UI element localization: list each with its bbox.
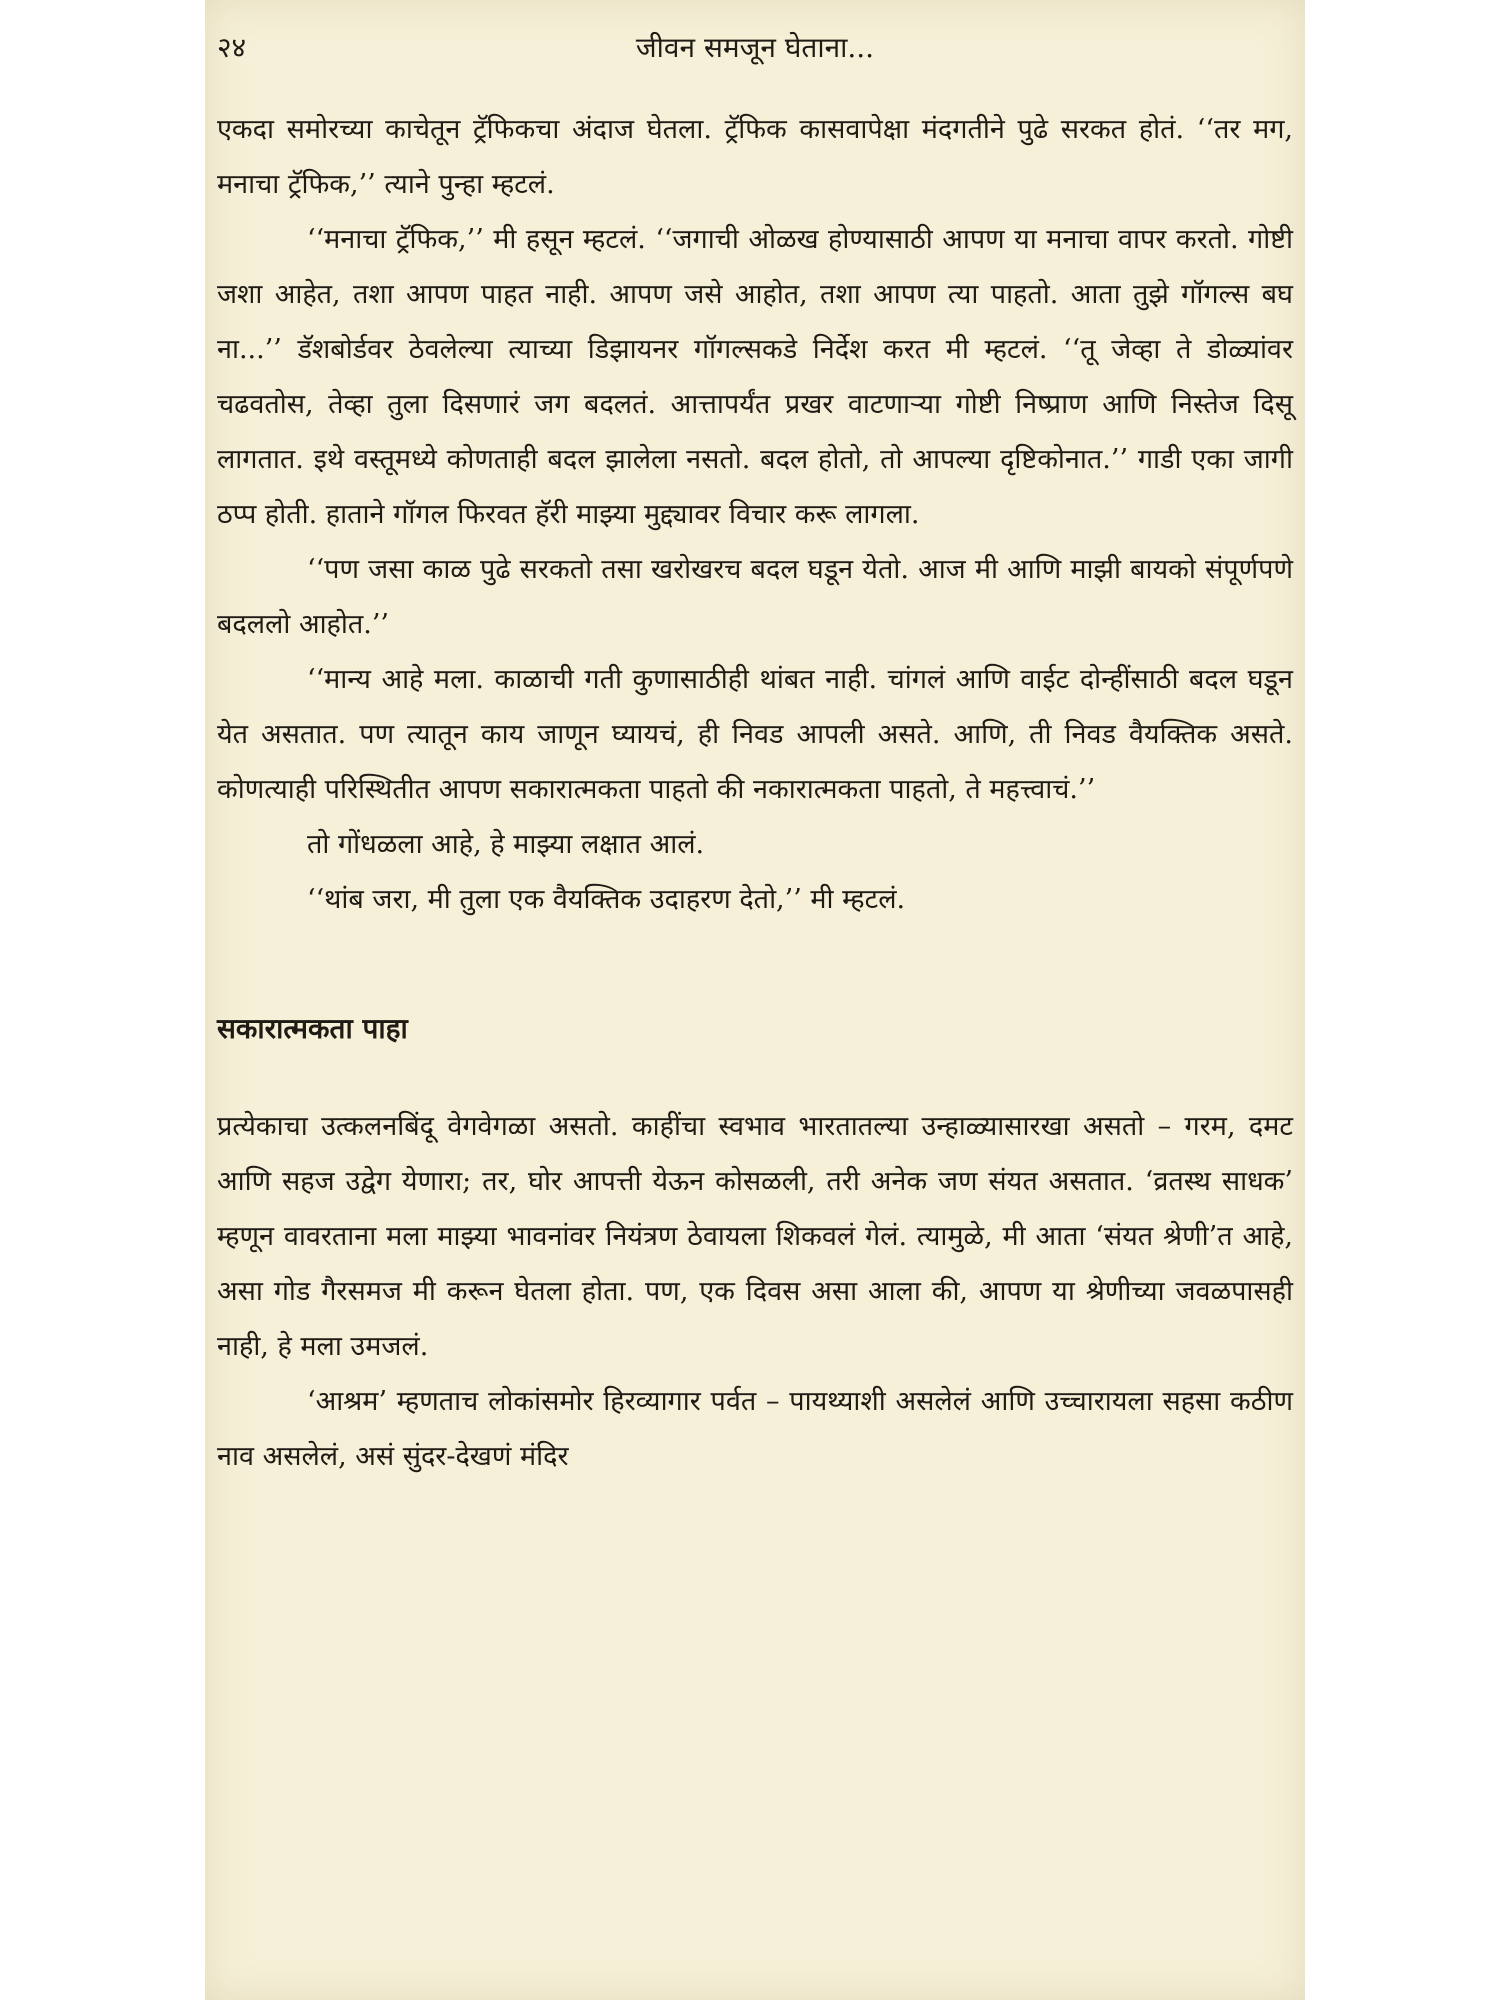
page-content <box>217 18 1293 1484</box>
paragraph: ‘‘थांब जरा, मी तुला एक वैयक्तिक उदाहरण देतो,’’ मी म्हटलं. <box>307 884 906 915</box>
page-number: २४ <box>217 31 247 64</box>
paragraph: ‘‘पण जसा काळ पुढे सरकतो तसा खरोखरच बदल घडून येतो. आज मी आणि माझी बायको संपूर्णपणे बदललो आहोत.’’ <box>217 554 1293 640</box>
paragraph: ‘‘मनाचा ट्रॅफिक,’’ मी हसून म्हटलं. ‘‘जगाची ओळख होण्यासाठी आपण या मनाचा वापर करतो. गोष्टी जशा आहेत, तशा आपण पाहत नाही. आपण जसे आहोत, तशा आपण त्या पाहतो. आता तुझे गॉगल्स बघ ना...’’ डॅशबोर्डवर ठेवलेल्या त्याच्या डिझायनर गॉगल्सकडे निर्देश करत मी म्हटलं. ‘‘तू जेव्हा ते डोळ्यांवर चढवतोस, तेव्हा तुला दिसणारं जग बदलतं. आत्तापर्यंत प्रखर वाटणाऱ्या गोष्टी निष्प्राण आणि निस्तेज दिसू लागतात. इथे वस्तूमध्ये कोणताही बदल झालेला नसतो. बदल होतो, तो आपल्या दृष्टिकोनात.’’ गाडी एका जागी ठप्प होती. हाताने गॉगल फिरवत हॅरी माझ्या मुद्द्यावर विचार करू लागला. <box>217 224 1293 530</box>
page-header <box>217 18 1293 78</box>
paragraph: प्रत्येकाचा उत्कलनबिंदू वेगवेगळा असतो. काहींचा स्वभाव भारतातल्या उन्हाळ्यासारखा असतो – गरम, दमट आणि सहज उद्वेग येणारा; तर, घोर आपत्ती येऊन कोसळली, तरी अनेक जण संयत असतात. ‘व्रतस्थ साधक’ म्हणून वावरताना मला माझ्या भावनांवर नियंत्रण ठेवायला शिकवलं गेलं. त्यामुळे, मी आता ‘संयत श्रेणी’त आहे, असा गोड गैरसमज मी करून घेतला होता. पण, एक दिवस असा आला की, आपण या श्रेणीच्या जवळपासही नाही, हे मला उमजलं. <box>217 1111 1293 1362</box>
page-body <box>217 102 1293 1484</box>
paragraph: तो गोंधळला आहे, हे माझ्या लक्षात आलं. <box>307 829 705 860</box>
book-page <box>205 0 1305 2000</box>
paragraph: ‘‘मान्य आहे मला. काळाची गती कुणासाठीही थांबत नाही. चांगलं आणि वाईट दोन्हींसाठी बदल घडून येत असतात. पण त्यातून काय जाणून घ्यायचं, ही निवड आपली असते. आणि, ती निवड वैयक्तिक असते. कोणत्याही परिस्थितीत आपण सकारात्मकता पाहतो की नकारात्मकता पाहतो, ते महत्त्वाचं.’’ <box>217 664 1293 805</box>
section-heading: सकारात्मकता पाहा <box>217 1012 408 1045</box>
running-title: जीवन समजून घेताना... <box>635 31 875 64</box>
paragraph: एकदा समोरच्या काचेतून ट्रॅफिकचा अंदाज घेतला. ट्रॅफिक कासवापेक्षा मंदगतीने पुढे सरकत होतं. ‘‘तर मग, मनाचा ट्रॅफिक,’’ त्याने पुन्हा म्हटलं. <box>217 114 1293 200</box>
paragraph: ‘आश्रम’ म्हणताच लोकांसमोर हिरव्यागार पर्वत – पायथ्याशी असलेलं आणि उच्चारायला सहसा कठीण नाव असलेलं, असं सुंदर-देखणं मंदिर <box>217 1386 1293 1472</box>
